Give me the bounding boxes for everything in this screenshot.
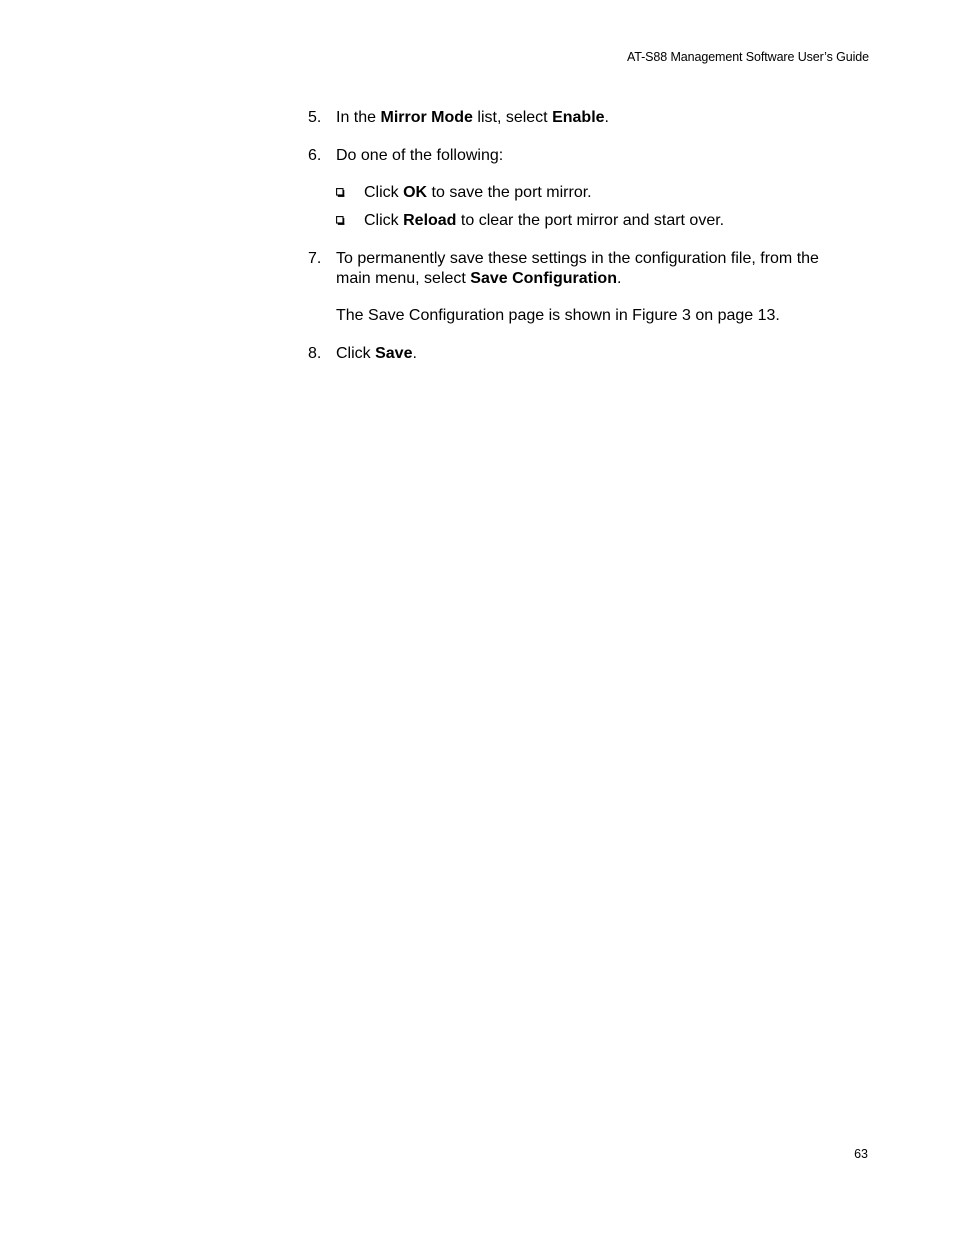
running-header: AT-S88 Management Software User’s Guide [626,50,869,64]
step-number: 7. [308,250,322,267]
step-text-line-2: main menu, select Save Configuration. [336,270,622,287]
ui-term-save: Save [375,345,413,362]
checkbox-bullet-icon [336,188,345,197]
bullet-text: Click Reload to clear the port mirror and start over. [364,212,725,229]
ui-term-enable: Enable [552,109,605,126]
step-text [336,249,868,289]
step-text: Do one of the following: [336,147,504,164]
step-number: 5. [308,109,322,126]
step-text: In the Mirror Mode list, select Enable. [336,109,609,126]
ui-term-save-configuration: Save Configuration [470,270,617,287]
ui-term-reload: Reload [403,212,457,229]
step-number: 6. [308,147,322,164]
step-number: 8. [308,345,322,362]
ui-term-ok: OK [403,184,428,201]
note-text: The Save Configuration page is shown in Figure 3 on page 13. [336,307,780,324]
step-text-line-1: To permanently save these settings in the configuration file, from the [336,250,819,267]
ui-term-mirror-mode: Mirror Mode [380,109,473,126]
checkbox-bullet-icon [336,216,345,225]
page-number: 63 [854,1147,868,1161]
step-text: Click Save. [336,345,417,362]
bullet-text: Click OK to save the port mirror. [364,184,592,201]
